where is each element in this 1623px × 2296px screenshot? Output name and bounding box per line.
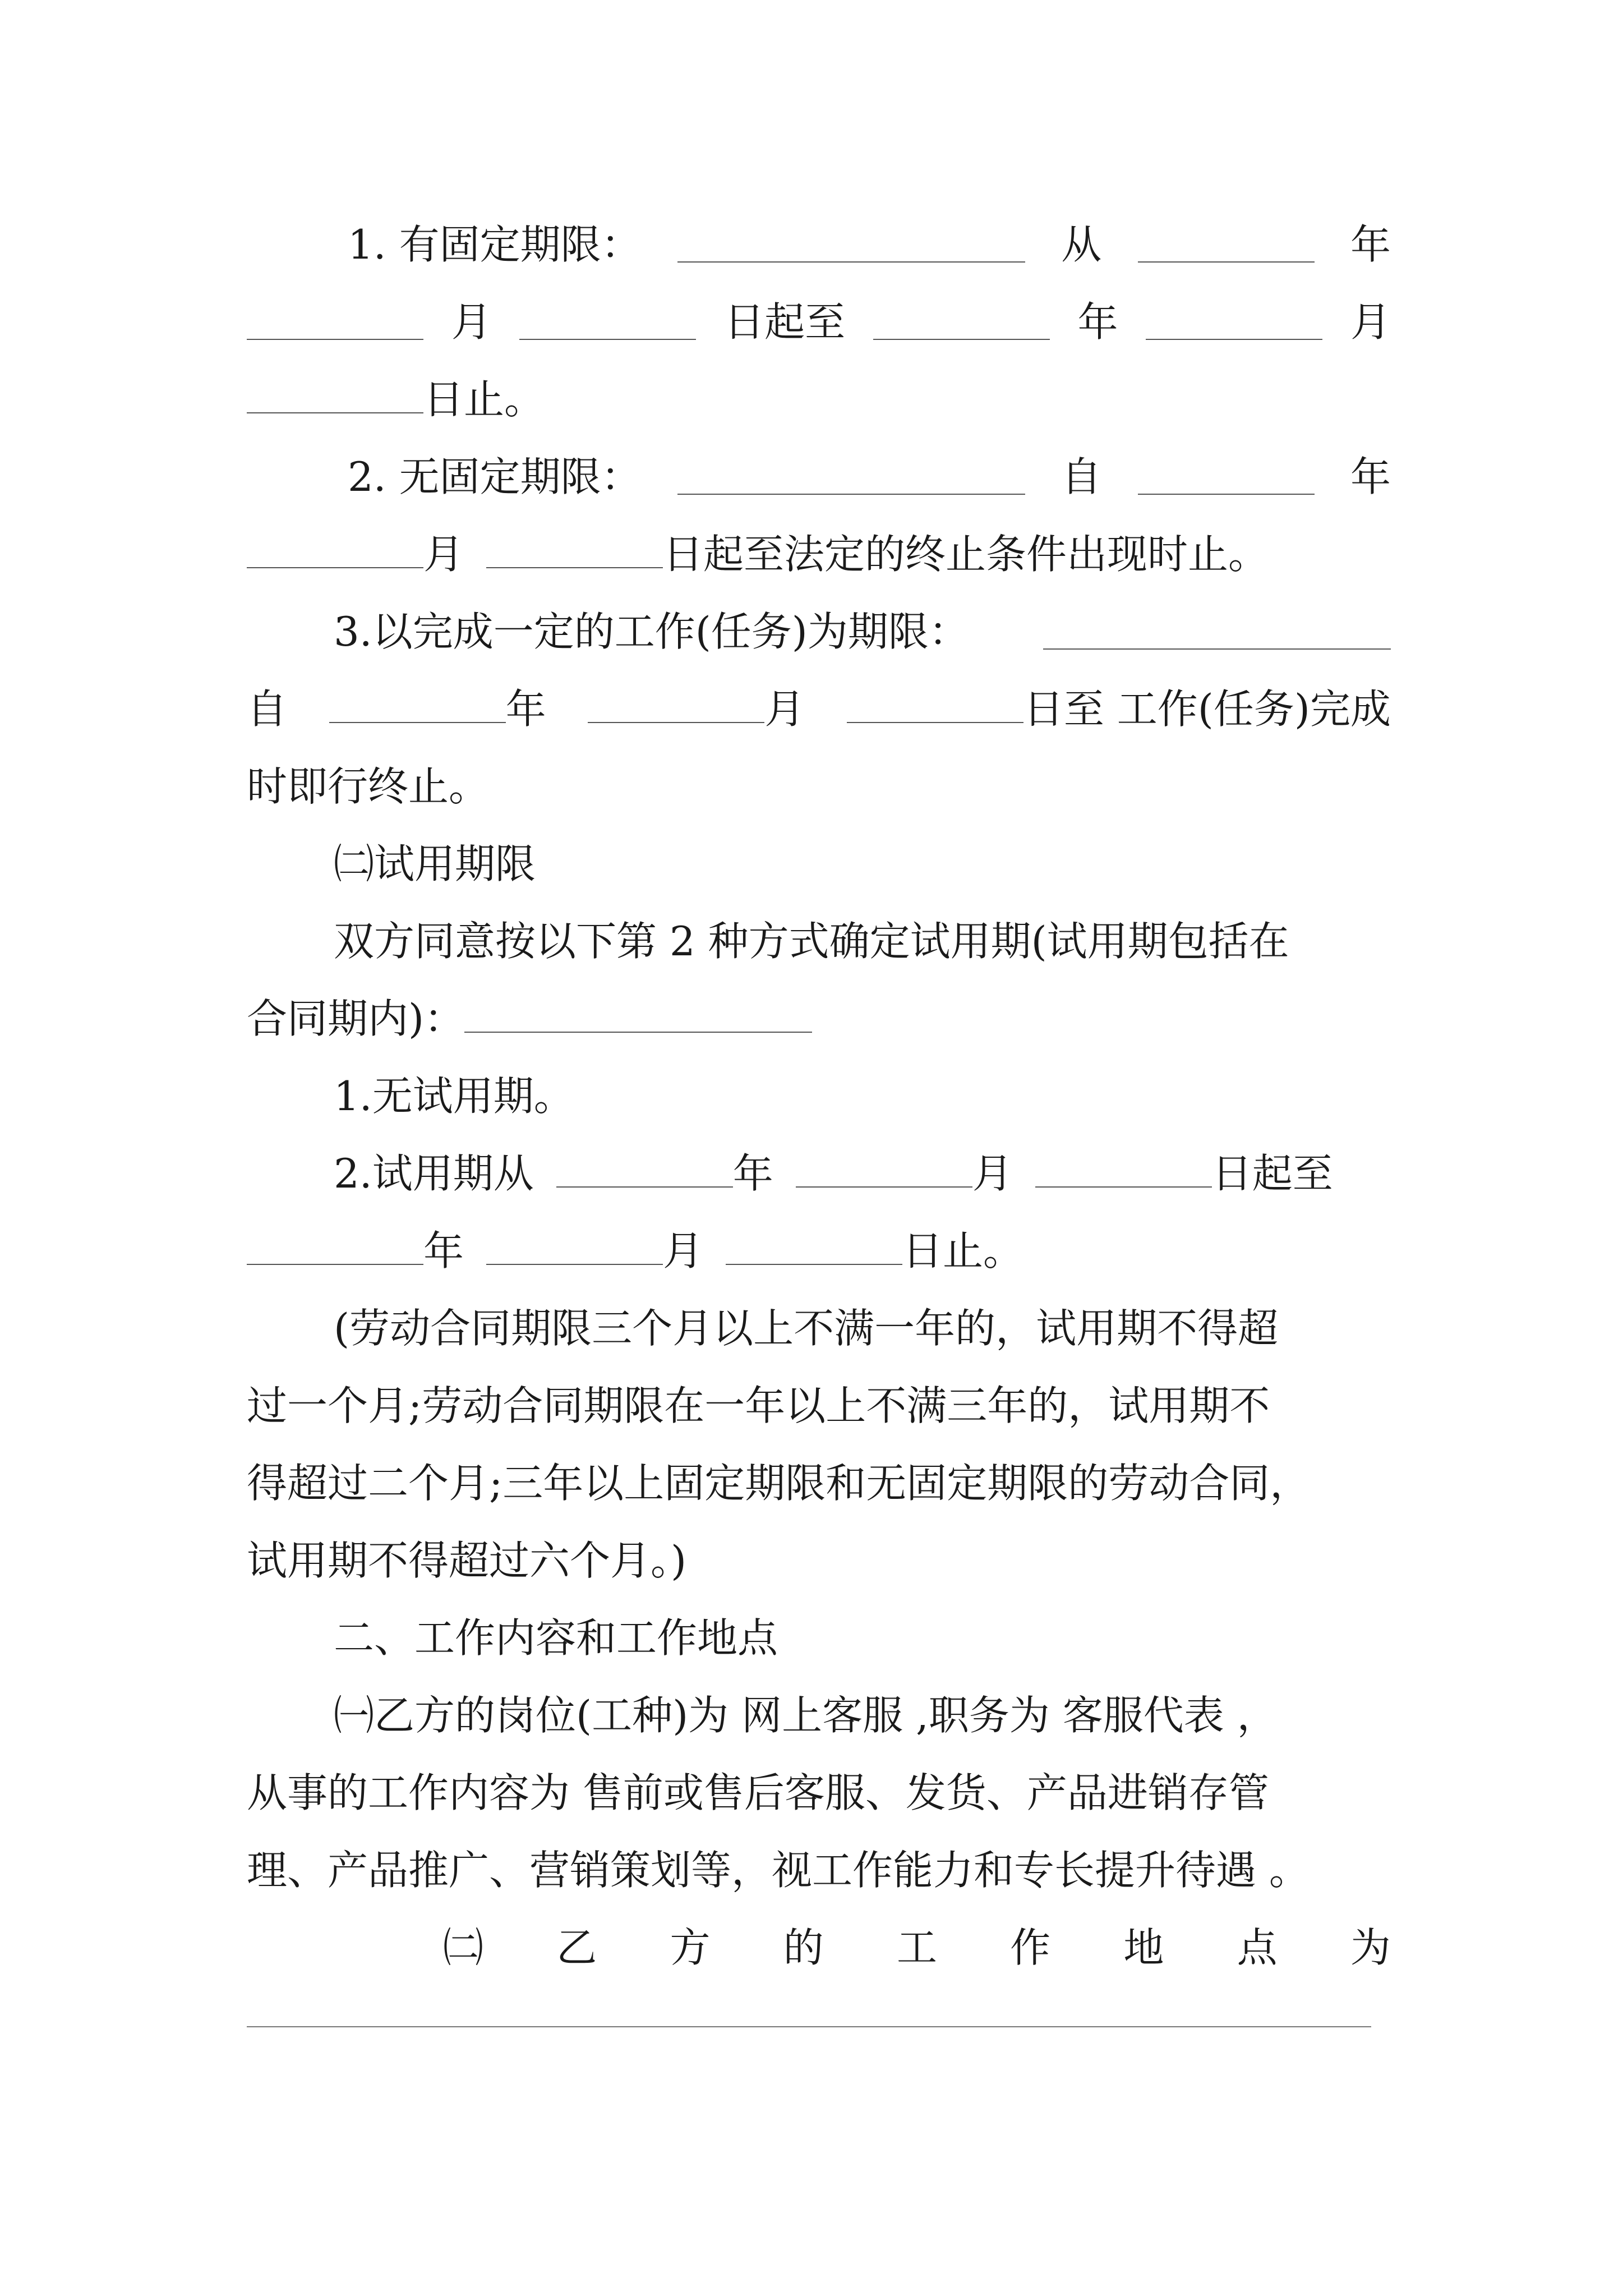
open-start-month-blank[interactable] — [247, 532, 423, 568]
task-month-group: 月 — [588, 670, 805, 748]
task-month-blank[interactable] — [588, 687, 764, 723]
open-start-day-blank[interactable] — [486, 532, 663, 568]
work-location-char: 作 — [1010, 1924, 1051, 1971]
day-start-label: 日起至 — [724, 298, 846, 346]
task-term-label: 3.以完成一定的工作(任务)为期限： — [334, 608, 969, 655]
probation-end-year-blank[interactable] — [247, 1229, 423, 1265]
probation-note-line-4: 试用期不得超过六个月。) — [247, 1537, 687, 1584]
from-label: 自 — [247, 685, 288, 733]
task-term-end-line: 时即行终止。 — [247, 763, 490, 810]
month-label: 月 — [451, 298, 492, 346]
task-term-line — [334, 592, 1391, 671]
month-label: 月 — [972, 1150, 1013, 1197]
work-location-char: ㈡ — [443, 1924, 484, 1971]
work-location-line — [443, 1908, 1391, 1987]
probation-start-year-blank[interactable] — [556, 1152, 733, 1188]
fixed-term-label: 1. 有固定期限： — [348, 221, 642, 268]
year-label: 年 — [423, 1227, 464, 1274]
end-label: 日止。 — [423, 376, 545, 423]
end-month-blank[interactable] — [1146, 304, 1322, 340]
start-month-blank[interactable] — [247, 304, 423, 340]
end-day-blank[interactable] — [247, 378, 423, 413]
work-location-char: 为 — [1350, 1924, 1391, 1971]
task-day-blank[interactable] — [847, 687, 1023, 723]
open-term-line — [348, 438, 1391, 516]
work-location-char: 的 — [783, 1924, 824, 1971]
no-probation-option: 1.无试用期。 — [334, 1073, 574, 1120]
day-start-label: 日起至 — [1211, 1150, 1333, 1197]
year-label: 年 — [1077, 298, 1118, 346]
task-term-date-line — [247, 670, 1391, 748]
from-label: 从 — [1061, 221, 1102, 268]
probation-start-month-blank[interactable] — [796, 1152, 972, 1188]
probation-start-day-blank[interactable] — [1035, 1152, 1212, 1188]
probation-note-line-2: 过一个月;劳动合同期限在一年以上不满三年的，试用期不 — [247, 1382, 1270, 1429]
probation-prefix: 2.试用期从 — [334, 1150, 534, 1197]
fixed-term-line — [348, 205, 1391, 284]
start-year-blank[interactable] — [1138, 227, 1315, 263]
end-label: 日止。 — [902, 1227, 1024, 1274]
probation-option-blank[interactable] — [464, 997, 812, 1033]
open-term-date-line — [247, 515, 1391, 593]
work-location-char: 方 — [670, 1924, 711, 1971]
probation-intro-end-text: 合同期内)： — [247, 995, 465, 1042]
open-term-end-text: 日起至法定的终止条件出现时止。 — [663, 531, 1269, 578]
position-line: ㈠乙方的岗位(工种)为 网上客服 ,职务为 客服代表 ， — [334, 1692, 1278, 1739]
probation-note-line-1: (劳动合同期限三个月以上不满一年的，试用期不得超 — [334, 1305, 1279, 1352]
open-term-label: 2. 无固定期限： — [348, 453, 642, 500]
open-term-blank[interactable] — [677, 459, 1025, 495]
year-label: 年 — [1350, 221, 1391, 268]
probation-end-line — [247, 1212, 1391, 1290]
work-location-char: 工 — [896, 1924, 937, 1971]
year-label: 年 — [1350, 453, 1391, 500]
task-year-group: 年 — [329, 670, 546, 748]
work-location-char: 地 — [1123, 1924, 1164, 1971]
job-content-line-2: 理、产品推广、营销策划等，视工作能力和专长提升待遇 。 — [247, 1847, 1310, 1894]
open-start-year-blank[interactable] — [1138, 459, 1315, 495]
probation-intro-line: 双方同意按以下第 2 种方式确定试用期(试用期包括在 — [334, 918, 1289, 965]
work-location-char: 点 — [1237, 1924, 1278, 1971]
probation-note-line-3: 得超过二个月;三年以上固定期限和无固定期限的劳动合同， — [247, 1460, 1311, 1507]
month-label: 月 — [423, 531, 464, 578]
fixed-term-end-line — [247, 360, 1391, 439]
probation-heading: ㈡试用期限 — [334, 840, 536, 887]
month-label: 月 — [1350, 298, 1391, 346]
fixed-term-date-line — [247, 283, 1391, 361]
probation-period-line — [334, 1134, 1391, 1213]
from-label: 自 — [1061, 453, 1102, 500]
task-year-blank[interactable] — [329, 687, 506, 723]
fixed-term-blank[interactable] — [677, 227, 1025, 263]
start-day-blank[interactable] — [519, 304, 696, 340]
month-label: 月 — [663, 1227, 704, 1274]
job-content-line-1: 从事的工作内容为 售前或售后客服、发货、产品进销存管 — [247, 1769, 1269, 1816]
task-term-blank[interactable] — [1043, 614, 1391, 650]
end-year-blank[interactable] — [873, 304, 1050, 340]
probation-end-day-blank[interactable] — [726, 1229, 902, 1265]
year-label: 年 — [732, 1150, 773, 1197]
section-heading-work: 二、工作内容和工作地点 — [334, 1614, 778, 1662]
task-day-group: 日至 工作(任务)完成 — [847, 670, 1391, 748]
probation-intro-end-line — [247, 979, 1391, 1058]
probation-end-month-blank[interactable] — [486, 1229, 663, 1265]
work-location-char: 乙 — [556, 1924, 597, 1971]
work-location-blank[interactable] — [247, 2026, 1371, 2027]
